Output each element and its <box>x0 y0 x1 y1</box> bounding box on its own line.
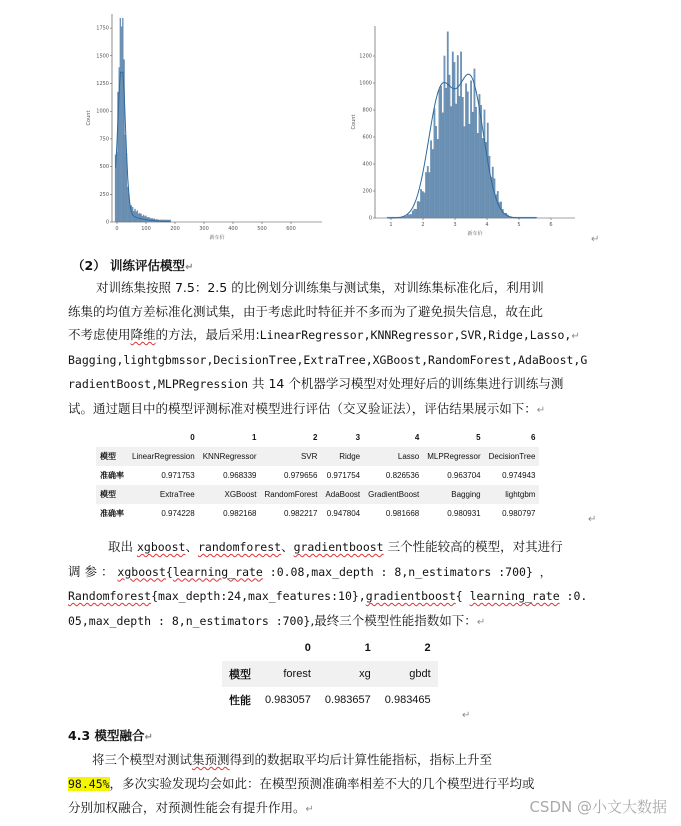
table-cell: 0.974228 <box>161 509 195 518</box>
histogram-bar <box>455 104 457 218</box>
text-span: 调 参 ： <box>68 563 118 579</box>
histogram-bar <box>424 193 426 218</box>
x-tick-label: 0 <box>115 226 119 232</box>
y-tick-label: 200 <box>362 188 372 195</box>
text-line <box>68 372 628 397</box>
x-tick-label: 100 <box>141 226 151 232</box>
table-cell: AdaBoost <box>325 490 361 499</box>
histogram-bar <box>425 172 427 218</box>
param-text: 05,max_depth : 8,n_estimators :700} <box>68 613 311 628</box>
histogram-bar <box>422 191 424 218</box>
text-span: 集预测 <box>192 752 230 767</box>
histogram-bar <box>430 141 432 218</box>
x-tick-label: 500 <box>257 226 267 232</box>
section-title-text: 4.3 模型融合 <box>68 728 145 743</box>
watermark: CSDN @小文大数据 <box>529 798 667 816</box>
y-tick-label: 0 <box>105 219 109 226</box>
evaluation-table <box>96 428 539 523</box>
table-cell: 0.826536 <box>385 471 420 480</box>
table-cell: Ridge <box>339 452 361 461</box>
histogram-bar <box>439 89 441 218</box>
text-span: 不考虑使用 <box>68 327 131 342</box>
table-cell: 0.982168 <box>223 509 257 518</box>
param-text: :0.08,max_depth : 8,n_estimators :700} ， <box>262 564 552 579</box>
histogram-bar <box>125 135 126 222</box>
histogram-bar <box>139 213 140 222</box>
table-col-header: 3 <box>355 433 361 442</box>
histogram-bar <box>435 126 437 218</box>
histogram-left <box>80 8 330 248</box>
table-cell: 0.980931 <box>447 509 481 518</box>
table-row <box>96 447 539 466</box>
paragraph-mark: ↵ <box>536 404 546 416</box>
y-tick-label: 600 <box>362 134 372 141</box>
histogram-bar <box>122 18 123 222</box>
table-cell: Bagging <box>451 490 481 499</box>
text-span: 三个性能较高的模型，对其进行 <box>383 539 563 554</box>
table-col-header: 2 <box>312 433 318 442</box>
x-tick-label: 300 <box>199 226 209 232</box>
model-list: LinearRegressor,KNNRegressor,SVR,Ridge,Lasso, <box>259 328 572 342</box>
histogram-bar <box>470 81 472 218</box>
histogram-bar <box>420 189 422 218</box>
histogram-right-plot <box>345 20 580 248</box>
y-tick-label: 400 <box>362 161 372 168</box>
text-line <box>68 323 628 349</box>
table-corner <box>222 635 258 661</box>
histogram-bar <box>484 110 486 218</box>
histogram-bar <box>462 97 464 218</box>
text-span: 降维 <box>130 327 156 342</box>
histogram-bar <box>460 52 462 218</box>
paragraph-mark: ↵ <box>462 710 471 721</box>
histogram-bar <box>121 27 122 222</box>
model-list: Bagging,lightgbmssor,DecisionTree,ExtraTree,XGBoost,RandomForest,AdaBoost,G <box>68 352 588 367</box>
histogram-bar <box>482 138 484 218</box>
text-span: 、 <box>281 539 294 554</box>
table-header-row <box>96 428 539 447</box>
table-cell: 0.963704 <box>447 471 481 480</box>
paragraph-mark: ↵ <box>185 262 194 273</box>
histogram-bar <box>134 209 135 222</box>
histogram-bar <box>454 62 456 218</box>
histogram-bar <box>429 172 431 218</box>
table-row-header: 模型 <box>229 669 251 681</box>
model-name: Randomforest <box>68 589 152 603</box>
table-cell: Lasso <box>397 452 420 461</box>
text-line <box>68 609 628 635</box>
text-span: 得到的数据取平均后计算性能指标，指标上升至 <box>229 752 493 767</box>
table-col-header: 5 <box>476 433 481 442</box>
param-text: :0. <box>559 589 588 603</box>
histogram-bar <box>472 112 474 218</box>
table-cell: 0.968339 <box>223 471 257 480</box>
param-text: { <box>165 564 173 579</box>
histogram-bar <box>427 166 429 218</box>
paragraph-mark: ↵ <box>588 514 597 525</box>
table-row-header: 模型 <box>100 490 116 499</box>
histogram-bar <box>414 209 416 218</box>
table-cell: KNNRegressor <box>202 452 257 461</box>
text-span: ，多次实验发现均会如此：在模型预测准确率相差不大的几个模型进行平均或 <box>109 775 535 791</box>
text-line <box>68 535 628 560</box>
histogram-bar <box>120 18 121 222</box>
histogram-bar <box>464 126 466 218</box>
text-line <box>68 584 628 609</box>
y-tick-label: 1200 <box>359 53 372 60</box>
table-cell: forest <box>283 668 311 680</box>
table-cell: 0.983057 <box>265 694 311 706</box>
paragraph-tuning <box>68 535 628 634</box>
text-span: 、 <box>185 539 198 554</box>
y-tick-label: 1000 <box>359 80 372 87</box>
table-cell: 0.983657 <box>324 694 371 706</box>
x-tick-label: 3 <box>453 222 457 228</box>
section-title-fusion <box>68 726 153 744</box>
section-title-training <box>72 256 193 274</box>
text-span: 共 14 个机器学习模型对处理好后的训练集进行训练与测 <box>248 376 564 391</box>
histogram-bar <box>442 113 444 218</box>
highlighted-metric: 98.45% <box>68 776 110 791</box>
histogram-bar <box>405 216 407 218</box>
paragraph-mark: ↵ <box>571 331 580 342</box>
table-row-header: 模型 <box>100 452 116 461</box>
text-span: 对训练集按照 7.5：2.5 的比例划分训练集与测试集，对训练集标准化后，利用训 <box>96 280 544 295</box>
table-cell: xg <box>359 668 371 680</box>
histogram-bar <box>450 106 452 218</box>
table-cell: 0.983465 <box>384 694 431 706</box>
y-tick-label: 0 <box>368 215 372 222</box>
text-line <box>68 300 628 324</box>
histogram-bar <box>457 55 459 218</box>
x-tick-label: 1 <box>389 222 393 228</box>
table-header-row <box>222 635 438 661</box>
text-span: 的方法，最后采用: <box>155 327 260 342</box>
x-tick-label: 6 <box>549 222 553 228</box>
text-line <box>68 397 628 423</box>
x-tick-label: 4 <box>485 222 489 228</box>
table-cell: gbdt <box>409 668 431 680</box>
table-cell: 0.979656 <box>284 471 318 480</box>
x-tick-label: 200 <box>170 226 180 232</box>
table-row <box>222 687 438 713</box>
table-row-header: 准确率 <box>100 471 124 480</box>
y-tick-label: 250 <box>99 191 109 198</box>
table-row <box>96 504 539 523</box>
paragraph-training <box>68 276 628 422</box>
param-text: learning_rate <box>172 564 263 579</box>
text-span: 取出 <box>108 539 137 554</box>
paragraph-mark: ↵ <box>144 732 153 743</box>
text-span: 将三个模型对测试 <box>92 752 193 767</box>
histogram-bar <box>444 56 446 218</box>
table-row-header: 性能 <box>229 695 251 707</box>
table-cell: LinearRegression <box>132 452 195 461</box>
table-cell: 0.982217 <box>284 509 318 518</box>
table-col-header: 1 <box>364 642 371 654</box>
x-tick-label: 400 <box>228 226 238 232</box>
histogram-bar <box>141 214 142 222</box>
y-axis-label: Count <box>86 110 92 126</box>
param-text: { <box>455 589 470 603</box>
paragraph-mark: ↵ <box>476 616 486 628</box>
table-col-header: 6 <box>531 433 536 442</box>
histogram-bar <box>137 211 138 222</box>
table-cell: 0.947804 <box>326 509 361 518</box>
text-span: ,最终三个模型性能指数如下： <box>310 612 477 628</box>
histogram-left-plot <box>80 8 330 248</box>
histogram-bar <box>432 149 434 218</box>
paragraph-mark: ↵ <box>591 234 600 245</box>
y-tick-label: 800 <box>362 107 372 114</box>
histogram-bar <box>494 179 496 218</box>
text-line <box>68 748 628 772</box>
table-row-header: 准确率 <box>100 509 124 518</box>
y-tick-label: 1500 <box>96 53 109 60</box>
histogram-bar <box>487 123 489 218</box>
table-cell: 0.980797 <box>502 509 536 518</box>
model-name: randomforest <box>197 540 282 554</box>
text-line <box>68 276 628 300</box>
y-tick-label: 500 <box>99 164 109 171</box>
model-list: radientBoost,MLPRegression <box>68 377 249 391</box>
table-cell: 0.971754 <box>326 471 361 480</box>
x-tick-label: 5 <box>517 222 521 228</box>
histogram-bar <box>452 52 454 218</box>
table-cell: 0.974943 <box>502 471 536 480</box>
paragraph-mark: ↵ <box>305 804 314 815</box>
x-tick-label: 600 <box>286 226 296 232</box>
histogram-bar <box>477 133 479 218</box>
histogram-bar <box>440 86 442 218</box>
table-cell: 0.971753 <box>161 471 195 480</box>
text-line <box>68 772 628 797</box>
y-tick-label: 1000 <box>96 108 109 115</box>
histogram-bar <box>465 84 467 218</box>
y-tick-label: 1750 <box>96 25 109 32</box>
y-tick-label: 1250 <box>96 81 109 87</box>
histogram-bar <box>437 139 439 218</box>
table-col-header: 0 <box>190 433 195 442</box>
text-span: 分别加权融合，对预测性能会有提升作用。 <box>68 800 306 815</box>
histogram-bar <box>415 209 417 218</box>
table-cell: DecisionTree <box>488 452 536 461</box>
table-cell: RandomForest <box>264 490 318 499</box>
table-row <box>96 466 539 485</box>
y-axis-label: Count <box>351 114 357 130</box>
histogram-bar <box>143 215 144 222</box>
table-cell: GradientBoost <box>368 490 420 499</box>
x-axis-label: 新车价 <box>209 235 225 241</box>
histogram-bar <box>407 215 409 218</box>
table-row <box>222 661 438 687</box>
section-title-text: （2） 训练评估模型 <box>72 258 186 273</box>
table-cell: lightgbm <box>505 490 536 499</box>
model-name: gradientboost <box>293 540 384 554</box>
param-text: learning_rate <box>469 589 560 603</box>
table-col-header: 2 <box>424 642 431 654</box>
table-cell: XGBoost <box>224 490 257 499</box>
model-name: xgboost <box>117 564 166 579</box>
histogram-bar <box>474 69 476 218</box>
histogram-bar <box>492 167 494 218</box>
table-corner <box>96 428 128 447</box>
histogram-bar <box>145 216 146 222</box>
histogram-bar <box>475 107 477 218</box>
x-tick-label: 2 <box>421 222 425 228</box>
histogram-bar <box>445 88 447 218</box>
histogram-bar <box>417 201 419 218</box>
param-text: {max_depth:24,max_features:10}, <box>151 589 366 603</box>
histogram-bar <box>412 211 414 218</box>
model-name: gradientboost <box>365 589 456 603</box>
histogram-bar <box>409 215 411 218</box>
histogram-bar <box>467 92 469 218</box>
text-span: 练集的均值方差标准化测试集，由于考虑此时特征并不多而为了避免损失信息，故在此 <box>68 303 544 319</box>
histogram-bar <box>447 32 449 218</box>
table-col-header: 4 <box>414 433 420 442</box>
table-col-header: 0 <box>304 642 311 654</box>
table-cell: ExtraTree <box>159 490 195 499</box>
histogram-bar <box>410 214 412 218</box>
histogram-bar <box>434 108 436 218</box>
histogram-bar <box>419 202 421 218</box>
histogram-right <box>345 20 580 248</box>
histogram-bar <box>469 124 471 218</box>
text-span: 试。通过题目中的模型评测标准对模型进行评估（交叉验证法），评估结果展示如下： <box>68 400 537 416</box>
table-cell: SVR <box>300 452 318 461</box>
table-row <box>96 485 539 504</box>
text-line <box>68 560 628 585</box>
histogram-bar <box>459 96 461 218</box>
table-cell: 0.981668 <box>385 509 420 518</box>
x-axis-label: 新车价 <box>467 231 483 237</box>
table-col-header: 1 <box>252 433 257 442</box>
histogram-bar <box>449 75 451 218</box>
text-line <box>68 349 628 373</box>
y-tick-label: 750 <box>99 136 109 143</box>
histogram-bar <box>127 187 128 222</box>
table-cell: MLPRegressor <box>427 452 481 461</box>
final-performance-table <box>222 635 438 713</box>
model-name: xgboost <box>136 540 186 554</box>
